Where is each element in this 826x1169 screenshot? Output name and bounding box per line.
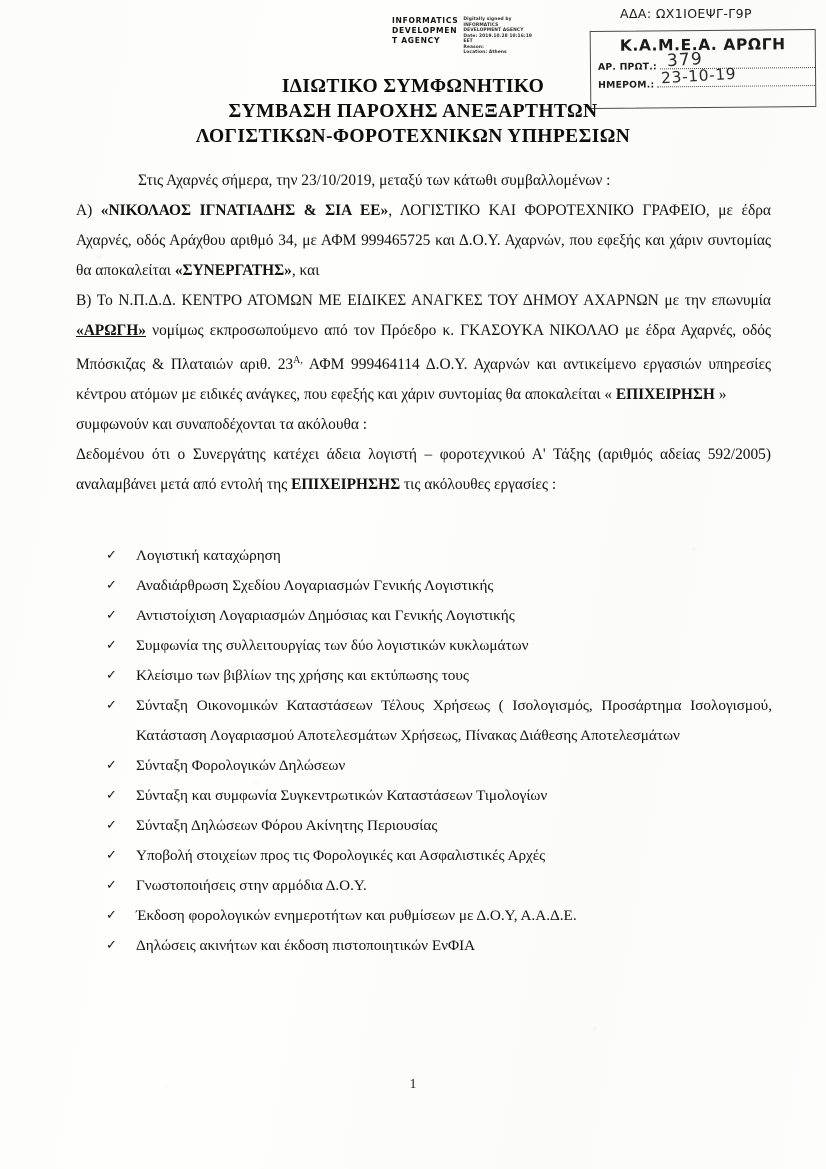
list-item-label: Υποβολή στοιχείων προς τις Φορολογικές και Ασφαλιστικές Αρχές (136, 847, 546, 864)
list-item-label: Αντιστοίχιση Λογαριασμών Δημόσιας και Γενικής Λογιστικής (136, 607, 515, 624)
list-item-label: Αναδιάρθρωση Σχεδίου Λογαριασμών Γενικής Λογιστικής (136, 577, 494, 594)
list-item-label: Σύνταξη και συμφωνία Συγκεντρωτικών Καταστάσεων Τιμολογίων (136, 787, 548, 804)
list-item (104, 841, 744, 871)
list-item-label: Λογιστική καταχώρηση (136, 547, 281, 564)
document-title (0, 74, 826, 149)
license-suffix: τις ακόλουθες εργασίες : (400, 476, 557, 494)
signature-detail-line-3: DEVELOPMENT AGENCY (463, 28, 524, 33)
list-item (104, 691, 772, 751)
party-b-alias: «ΑΡΩΓΗ» (76, 322, 146, 339)
check-icon: ✓ (106, 938, 117, 953)
list-item-label: Δηλώσεις ακινήτων και έκδοση πιστοποιητικών ΕνΦΙΑ (136, 937, 476, 954)
list-item-label: Σύνταξη Δηλώσεων Φόρου Ακίνητης Περιουσίας (136, 817, 438, 834)
stamp-organization-title: Κ.Α.Μ.Ε.Α. ΑΡΩΓΗ (619, 35, 786, 55)
list-item (104, 751, 744, 781)
signature-detail-line-4: Date: 2019.10.28 10:16:19 (463, 33, 533, 39)
party-b-address-superscript: Α, (293, 355, 303, 366)
title-line-3: ΛΟΓΙΣΤΙΚΩΝ-ΦΟΡΟΤΕΧΝΙΚΩΝ ΥΠΗΡΕΣΙΩΝ (195, 126, 631, 147)
signature-agency-name (392, 16, 458, 46)
party-b-details-2: ΑΦΜ 999464114 Δ.Ο.Υ. Αχαρνών και αντικείμενο εργασιών υπηρεσίες κέντρου ατόμων με ειδικές ανάγκες, που εφεξής και χάριν συντομίας θα αποκαλείται « (76, 356, 771, 404)
list-item (104, 571, 744, 601)
list-item-label: Γνωστοποιήσεις στην αρμόδια Δ.Ο.Υ. (136, 877, 367, 894)
paragraph-party-b (76, 286, 771, 410)
check-icon: ✓ (106, 698, 117, 713)
list-item-label: Σύνταξη Οικονομικών Καταστάσεων Τέλους Χρήσεως ( Ισολογισμός, Προσάρτημα Ισολογισμού, Κατάσταση Λογαριασμού Αποτελεσμάτων Χρήσεως, Πίνακας Διάθεσης Αποτελεσμάτων (136, 697, 772, 744)
check-icon: ✓ (106, 758, 117, 773)
party-a-alias: «ΣΥΝΕΡΓΑΤΗΣ» (174, 262, 292, 279)
list-item (104, 871, 744, 901)
list-item (104, 631, 744, 661)
list-item-label: Κλείσιμο των βιβλίων της χρήσης και εκτύπωσης τους (136, 667, 469, 684)
party-b-suffix: » (714, 386, 727, 404)
list-item (104, 601, 744, 631)
signature-detail-line-6: Reason: (463, 44, 484, 50)
check-icon: ✓ (106, 878, 117, 893)
stamp-protocol-value: 379 (666, 49, 704, 72)
signature-detail-line-1: Digitally signed by (463, 17, 512, 22)
paragraph-agreement: συμφωνούν και συναποδέχονται τα ακόλουθα : (76, 416, 368, 434)
services-checklist (104, 541, 772, 961)
signature-detail-line-5: EET (463, 39, 473, 44)
paragraph-party-a (76, 196, 771, 286)
digital-signature-block (392, 16, 572, 58)
party-a-suffix: , και (291, 262, 320, 279)
signature-detail-line-2: INFORMATICS (463, 22, 499, 28)
document-body (76, 166, 771, 500)
party-a-details: , ΛΟΓΙΣΤΙΚΟ ΚΑΙ ΦΟΡΟΤΕΧΝΙΚΟ ΓΡΑΦΕΙΟ, με έδρα Αχαρνές, οδός Αράχθου αριθμό 34, με ΑΦΜ 999465725 και Δ.Ο.Υ. Αχαρνών, που εφεξής και χάριν συντομίας θα αποκαλείται (76, 202, 771, 279)
list-item (104, 541, 744, 571)
list-item-label: Συμφωνία της συλλειτουργίας των δύο λογιστικών κυκλωμάτων (136, 637, 529, 654)
list-item (104, 901, 744, 931)
list-item (104, 811, 744, 841)
ada-code: ΑΔΑ: ΩΧ1ΙΟΕΨΓ-Γ9Ρ (620, 6, 752, 21)
title-line-1: ΙΔΙΩΤΙΚΟ ΣΥΜΦΩΝΗΤΙΚΟ (281, 76, 545, 97)
party-a-prefix: Α) (76, 202, 101, 219)
check-icon: ✓ (106, 548, 117, 563)
stamp-protocol-label: ΑΡ. ΠΡΩΤ.: (597, 61, 657, 73)
paragraph-license (76, 440, 771, 500)
check-icon: ✓ (106, 848, 117, 863)
check-icon: ✓ (106, 638, 117, 653)
list-item (104, 781, 744, 811)
party-a-name: «ΝΙΚΟΛΑΟΣ ΙΓΝΑΤΙΑΔΗΣ & ΣΙΑ ΕΕ» (100, 202, 389, 219)
paragraph-intro: Στις Αχαρνές σήμερα, την 23/10/2019, μεταξύ των κάτωθι συμβαλλομένων : (138, 172, 611, 189)
signature-detail-text (463, 16, 532, 56)
page-number: 1 (409, 1076, 417, 1091)
license-prefix: Δεδομένου ότι ο Συνεργάτης κατέχει άδεια λογιστή – φοροτεχνικού Α' Τάξης (αριθμός αδείας 592/2005) αναλαμβάνει μετά από εντολή της (76, 446, 771, 494)
check-icon: ✓ (106, 818, 117, 833)
signature-detail-line-7: Location: Athens (463, 50, 507, 55)
signature-agency-line-1: INFORMATICS (392, 16, 459, 25)
signature-agency-line-3: T AGENCY (392, 36, 441, 46)
list-item (104, 661, 744, 691)
list-item (104, 931, 744, 961)
signature-agency-line-2: DEVELOPMEN (392, 26, 458, 36)
check-icon: ✓ (106, 608, 117, 623)
stamp-date-label: ΗΜΕΡΟΜ.: (598, 79, 655, 91)
check-icon: ✓ (106, 788, 117, 803)
check-icon: ✓ (106, 908, 117, 923)
party-b-alias-2: ΕΠΙΧΕΙΡΗΣΗ (615, 386, 715, 404)
list-item-label: Σύνταξη Φορολογικών Δηλώσεων (136, 757, 346, 774)
license-enterprise-bold: ΕΠΙΧΕΙΡΗΣΗΣ (291, 476, 401, 494)
check-icon: ✓ (106, 578, 117, 593)
check-icon: ✓ (106, 668, 117, 683)
list-item-label: Έκδοση φορολογικών ενημεροτήτων και ρυθμίσεων με Δ.Ο.Υ, Α.Α.Δ.Ε. (136, 907, 577, 924)
party-b-prefix: Β) Το Ν.Π.Δ.Δ. ΚΕΝΤΡΟ ΑΤΟΜΩΝ ΜΕ ΕΙΔΙΚΕΣ ΑΝΑΓΚΕΣ ΤΟΥ ΔΗΜΟΥ ΑΧΑΡΝΩΝ με την επωνυμία (76, 292, 771, 309)
title-line-2: ΣΥΜΒΑΣΗ ΠΑΡΟΧΗΣ ΑΝΕΞΑΡΤΗΤΩΝ (228, 101, 598, 122)
party-b-details-1: νομίμως εκπροσωπούμενο από τον Πρόεδρο κ. ΓΚΑΣΟΥΚΑ ΝΙΚΟΛΑΟ με έδρα Αχαρνές, οδός Μπόσκιζας & Πλαταιών αριθ. 23 (76, 322, 771, 374)
stamp-date-value: 23-10-19 (660, 64, 737, 88)
